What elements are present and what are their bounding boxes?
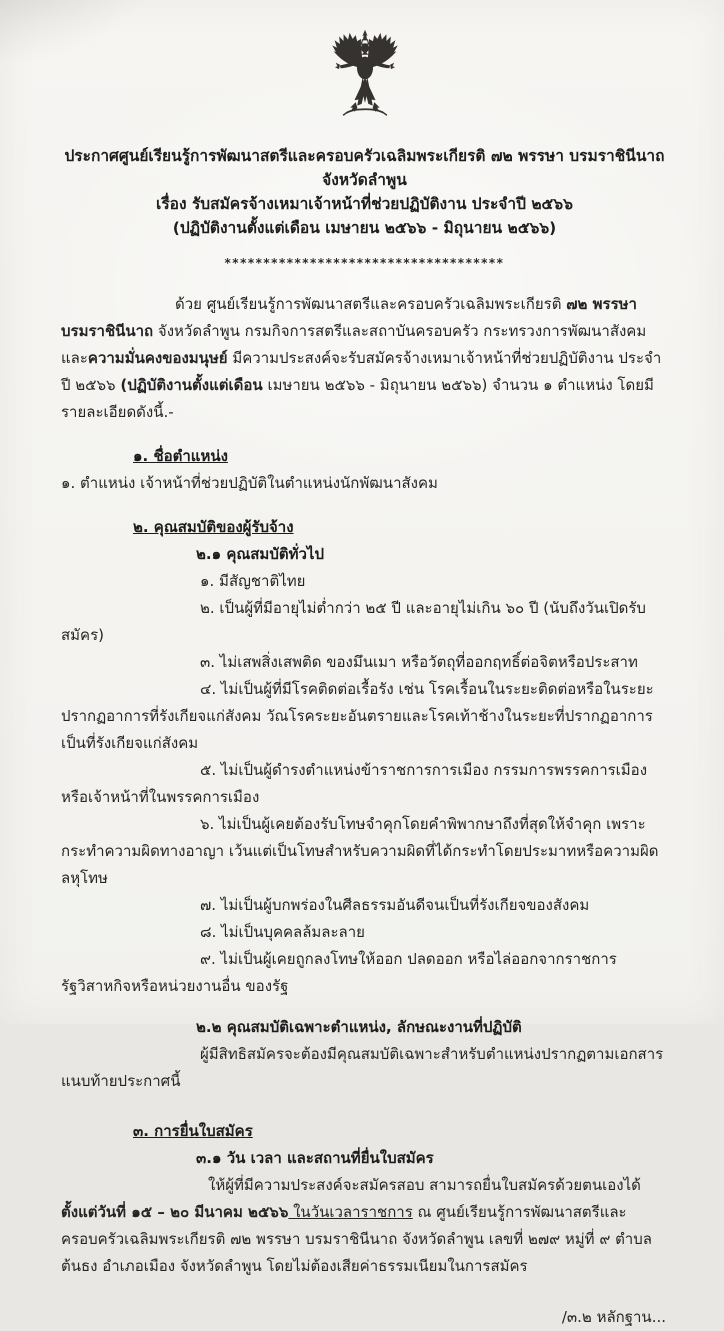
intro-run-d: ความมั่นคงของมนุษย์ xyxy=(87,349,228,367)
section-3-1-heading: ๓.๑ วัน เวลา และสถานที่ยื่นใบสมัคร xyxy=(196,1149,434,1167)
section-3-heading: ๓. การยื่นใบสมัคร xyxy=(133,1122,253,1140)
section-3-1-body xyxy=(61,1172,668,1280)
qualification-item: ๙. ไม่เป็นผู้เคยถูกลงโทษให้ออก ปลดออก หรือไล่ออกจากราชการ รัฐวิสาหกิจหรือหน่วยงานอื่น ของรัฐ xyxy=(61,950,617,995)
qualification-item: ๗. ไม่เป็นผู้บกพร่องในศีลธรรมอันดีจนเป็นที่รังเกียจของสังคม xyxy=(200,896,590,914)
title-line-1: ประกาศศูนย์เรียนรู้การพัฒนาสตรีและครอบครัวเฉลิมพระเกียรติ ๗๒ พรรษา บรมราชินีนาถ จังหวัดลำพูน xyxy=(64,147,665,189)
intro-run-f: (ปฏิบัติงานตั้งแต่เดือน xyxy=(120,376,263,394)
title-line-3: (ปฏิบัติงานตั้งแต่เดือน เมษายน ๒๕๖๖ - มิถุนายน ๒๕๖๖) xyxy=(172,219,557,237)
garuda-emblem-graphic xyxy=(320,30,410,132)
spacer xyxy=(61,497,668,505)
intro-run-b: ๗๒ พรรษา บรมราชินีนาถ xyxy=(61,295,637,340)
spacer xyxy=(61,426,668,434)
intro-run-c: จังหวัดลำพูน กรมกิจการสตรีและสถาบันครอบครัว กระทรวงการพัฒนาสังคมและ xyxy=(61,322,647,367)
section-2-2-body: ผู้มีสิทธิสมัครจะต้องมีคุณสมบัติเฉพาะสำหรับตำแหน่งปรากฏตามเอกสารแนบท้ายประกาศนี้ xyxy=(61,1045,664,1090)
spacer xyxy=(61,1095,668,1109)
section-2-1-heading: ๒.๑ คุณสมบัติทั่วไป xyxy=(196,545,324,563)
garuda-emblem xyxy=(320,30,410,132)
document-title xyxy=(61,144,668,240)
intro-run-e: มีความประสงค์จะรับสมัครจ้างเหมาเจ้าหน้าที่ช่วยปฏิบัติงาน ประจำปี ๒๕๖๖ xyxy=(61,349,662,394)
apply-run-b: ตั้งแต่วันที่ ๑๕ – ๒๐ มีนาคม ๒๕๖๖ xyxy=(61,1203,289,1221)
section-2-2-heading: ๒.๒ คุณสมบัติเฉพาะตำแหน่ง, ลักษณะงานที่ปฏิบัติ xyxy=(196,1018,522,1036)
section-1-heading: ๑. ชื่อตำแหน่ง xyxy=(133,447,228,465)
apply-run-d: ณ ศูนย์เรียนรู้การพัฒนาสตรีและครอบครัวเฉลิมพระเกียรติ ๗๒ พรรษา บรมราชินีนาถ จังหวัดลำพูน เลขที่ ๒๗๙ หมู่ที่ ๙ ตำบลต้นธง อำเภอเมือง จังหวัดลำพูน โดยไม่ต้องเสียค่าธรรมเนียมในการสมัคร xyxy=(61,1203,652,1275)
title-line-2: เรื่อง รับสมัครจ้างเหมาเจ้าหน้าที่ช่วยปฏิบัติงาน ประจำปี ๒๕๖๖ xyxy=(156,195,573,213)
apply-run-a: ให้ผู้ที่มีความประสงค์จะสมัครสอบ สามารถยื่นใบสมัครด้วยตนเองได้ xyxy=(208,1176,641,1194)
qualification-item: ๒. เป็นผู้ที่มีอายุไม่ต่ำกว่า ๒๕ ปี และอายุไม่เกิน ๖๐ ปี (นับถึงวันเปิดรับสมัคร) xyxy=(61,599,646,644)
qualification-item: ๑. มีสัญชาติไทย xyxy=(200,572,306,590)
spacer xyxy=(61,1000,668,1014)
qualification-item: ๓. ไม่เสพสิ่งเสพติด ของมึนเมา หรือวัตถุที่ออกฤทธิ์ต่อจิตหรือประสาท xyxy=(200,653,638,671)
qualification-item: ๖. ไม่เป็นผู้เคยต้องรับโทษจำคุกโดยคำพิพากษาถึงที่สุดให้จำคุก เพราะกระทำความผิดทางอาญา เว้นแต่เป็นโทษสำหรับความผิดที่ได้กระทำโดยประมาทหรือความผิดลหุโทษ xyxy=(61,815,659,887)
intro-run-a: ด้วย ศูนย์เรียนรู้การพัฒนาสตรีและครอบครัวเฉลิมพระเกียรติ xyxy=(175,295,567,313)
qualification-item: ๕. ไม่เป็นผู้ดำรงตำแหน่งข้าราชการการเมือง กรรมการพรรคการเมือง หรือเจ้าหน้าที่ในพรรคการเมือง xyxy=(61,761,648,806)
asterisk-divider: ************************************ xyxy=(224,256,505,270)
section-2-heading: ๒. คุณสมบัติของผู้รับจ้าง xyxy=(133,518,294,536)
section-1-item: ๑. ตำแหน่ง เจ้าหน้าที่ช่วยปฏิบัติในตำแหน่งนักพัฒนาสังคม xyxy=(61,474,438,492)
qualification-item: ๔. ไม่เป็นผู้ที่มีโรคติดต่อเรื้อรัง เช่น โรคเรื้อนในระยะติดต่อหรือในระยะปรากฏอาการที่รังเกียจแก่สังคม วัณโรคระยะอันตรายและโรคเท้าช้างในระยะที่ปรากฏอาการเป็นที่รังเกียจแก่สังคม xyxy=(61,680,654,752)
qualification-item: ๘. ไม่เป็นบุคคลล้มละลาย xyxy=(200,923,365,941)
intro-paragraph xyxy=(61,291,668,426)
continuation-note: /๓.๒ หลักฐาน... xyxy=(561,1308,666,1326)
intro-run-g: เมษายน ๒๕๖๖ - มิถุนายน ๒๕๖๖) จำนวน ๑ ตำแหน่ง โดยมีรายละเอียดดังนี้.- xyxy=(61,376,654,421)
apply-run-c: ในวันเวลาราชการ xyxy=(288,1203,413,1221)
